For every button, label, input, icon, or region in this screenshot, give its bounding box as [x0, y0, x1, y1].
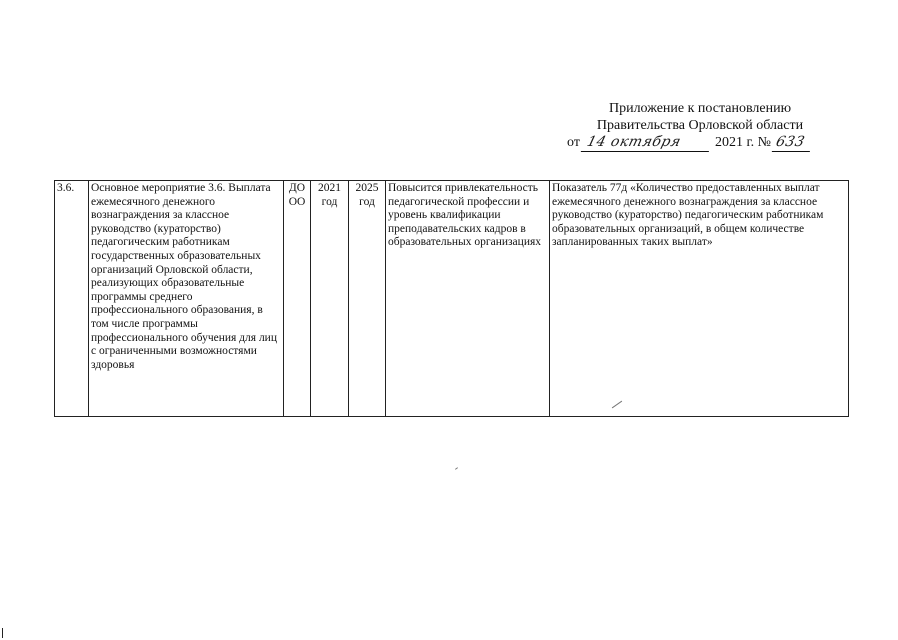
table-row: [55, 181, 849, 417]
indicator-cell: Показатель 77д «Количество предоставленных выплат ежемесячного денежного вознаграждения за классное руководство (кураторство) педагогическим работникам образовательных организаций, в общем количестве запланированных таких выплат»: [550, 181, 849, 417]
start-year-cell: 2021 год: [311, 181, 349, 417]
scan-mark: [455, 467, 458, 470]
handwritten-number: 633: [772, 134, 814, 152]
resolution-date-line: [555, 134, 845, 152]
appendix-authority: Правительства Орловской области: [596, 118, 804, 133]
handwritten-date: 14 октября: [581, 134, 713, 152]
row-number-cell: 3.6.: [55, 181, 89, 417]
expected-result-cell: Повысится привлекательность педагогической профессии и уровень квалификации преподавательских кадров в образовательных организациях: [386, 181, 550, 417]
appendix-title: Приложение к постановлению: [608, 101, 792, 116]
program-activities-table: [54, 180, 849, 417]
executor-cell: ДО ОО: [284, 181, 311, 417]
appendix-header: [555, 100, 845, 152]
scan-edge-mark: [2, 628, 3, 638]
date-suffix: 2021 г. №: [714, 135, 771, 150]
end-year-cell: 2025 год: [349, 181, 386, 417]
date-prefix: от: [567, 135, 580, 150]
activity-cell: Основное мероприятие 3.6. Выплата ежемесячного денежного вознаграждения за классное руководство (кураторство) педагогическим работникам государственных образовательных организаций Орловской области, реализующих образовательные программы среднего профессионального образования, в том числе программы профессионального обучения для лиц с ограниченными возможностями здоровья: [89, 181, 284, 417]
